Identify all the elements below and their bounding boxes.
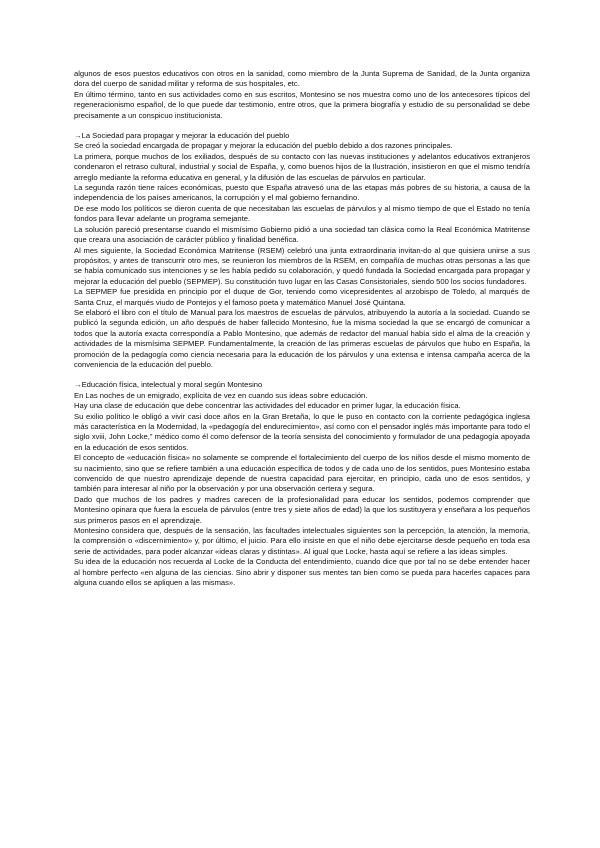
paragraph: La segunda razón tiene raíces económicas, puesto que España atravesó una de las etapas más pobres de su historia, a causa de la independencia de los países americanos, la corrupción y el mal gobierno fernandino. (74, 183, 530, 203)
paragraph: Su idea de la educación nos recuerda al Locke de la Conducta del entendimiento, cuando dice que por tal no se debe entender hacer al hombre perfecto «en alguna de las ciencias. Sino abrir y disponer sus mentes tan bien como se pueda para hacerles capaces para alguna cuando ellos se apliquen a las mismas». (74, 557, 530, 588)
paragraph: Montesino considera que, después de la sensación, las facultades intelectuales siguientes son la percepción, la atención, la memoria, la comprensión o «discernimiento» y, por último, el juicio. Para ello insiste en que el niño debe ejercitarse desde pequeño en toda esa serie de actividades, para poder alcanzar «ideas claras y distintas». Al igual que Locke, hasta aquí se refiere a las ideas simples. (74, 526, 530, 556)
section-heading: →La Sociedad para propagar y mejorar la educación del pueblo (74, 131, 290, 141)
paragraph: En Las noches de un emigrado, explícita de vez en cuando sus ideas sobre educación. (74, 390, 368, 400)
paragraph: Se elaboró el libro con el título de Manual para los maestros de escuelas de párvulos, atribuyendo la autoría a la sociedad. Cuando se publicó la segunda edición, un año después de haber fallecido Montesino, fue la misma sociedad la que se encargó de comunicar a todos que la autoría exacta correspondía a Pablo Montesino, que además de redactor del manual había sido el alma de la creación y actividades de la mismísima SEPMEP. Fundamentalmente, la creación de las primeras escuelas de párvulos que hubo en España, la promoción de la pedagogía como ciencia necesaria para la educación de los párvulos y una extensa e intensa campaña acerca de la conveniencia de la educación del pueblo. (74, 307, 530, 369)
paragraph: Al mes siguiente, la Sociedad Económica Matritense (RSEM) celebró una junta extraordinaria invitan-do al que quisiera unirse a sus propósitos, y antes de transcurrir otro mes, se reunieron los miembros de la RSEM, en compañía de muchas otras personas a las que se había comunicado sus intenciones y se les había pedido su colaboración, y quedó fundada la Sociedad encargada para propagar y mejorar la educación del pueblo (SEPMEP). Su constitución tuvo lugar en las Casas Consistoriales, siendo 500 los socios fundadores. (74, 245, 530, 286)
intro-paragraph-1: algunos de esos puestos educativos con otros en la sanidad, como miembro de la Junta Suprema de Sanidad, de la Junta organiza dora del cuerpo de sanidad militar y reforma de sus hospitales, etc. (74, 69, 530, 89)
paragraph: La SEPMEP fue presidida en principio por el duque de Gor, teniendo como vicepresidentes al arzobispo de Toledo, al marqués de Santa Cruz, el marqués viudo de Pontejos y el famoso poeta y matemático Manuel José Quintana. (74, 287, 530, 307)
section-educacion-fisica (74, 380, 530, 588)
paragraph: El concepto de «educación física» no solamente se comprende el fortalecimiento del cuerpo de los niños desde el mismo momento de su nacimiento, sino que se refiere también a una educación específica de todos y de cada uno de los sentidos, pues Montesino estaba convencido de que nuestro aprendizaje depende de nuestra capacidad para ejercitar, en principio, cada uno de esos sentidos, y también para interesar al niño por la observación y por una observación certera y segura. (74, 453, 530, 494)
paragraph: La primera, porque muchos de los exiliados, después de su contacto con las nuevas instituciones y adelantos educativos extranjeros condenaron el retraso cultural, industrial y social de España, y, como buenos hijos de la Ilustración, insistieron en que el mismo tendría arreglo mediante la reforma educativa en general, y la difusión de las escuelas de párvulos en particular. (74, 151, 530, 182)
paragraph: De ese modo los políticos se dieron cuenta de que necesitaban las escuelas de párvulos y al mismo tiempo de que el Estado no tenía fondos para llevar adelante un programa semejante. (74, 203, 530, 224)
intro-paragraph-2: En último término, tanto en sus actividades como en sus escritos, Montesino se nos muestra como uno de los antecesores típicos del regeneracionismo español, de lo que puede dar testimonio, entre otros, que la primera biografía y estudio de su personalidad se debe precisamente a un conspicuo institucionista. (74, 89, 530, 120)
document-page (74, 69, 530, 589)
paragraph: La solución pareció presentarse cuando el mismísimo Gobierno pidió a una sociedad tan clásica como la Real Económica Matritense que creara una asociación de carácter público y finalidad benéfica. (74, 224, 530, 245)
paragraph: Hay una clase de educación que debe concentrar las actividades del educador en primer lugar, la educación física. (74, 401, 461, 411)
paragraph: Su exilio político le obligó a vivir casi doce años en la Gran Bretaña, lo que le puso en contacto con la corriente pedagógica inglesa más característica en la Modernidad, la «pedagogía del endurecimiento», así como con el pensador inglés más importante para todo el siglo xviii, John Locke,” médico como él como defensor de la teoría sensista del conocimiento y formulador de una pedagogía apoyada en la educación de esos sentidos. (74, 411, 530, 452)
paragraph: Se creó la sociedad encargada de propagar y mejorar la educación del pueblo debido a dos razones principales. (74, 141, 453, 151)
section-sociedad (74, 131, 530, 370)
section-heading: →Educación física, intelectual y moral según Montesino (74, 380, 263, 390)
paragraph: Dado que muchos de los padres y madres carecen de la profesionalidad para educar los sentidos, podemos comprender que Montesino opinara que fuera la escuela de párvulos (entre tres y siete años de edad) la que los sustituyera y enseñara a los pequeños sus primeros pasos en el aprendizaje. (74, 494, 530, 525)
